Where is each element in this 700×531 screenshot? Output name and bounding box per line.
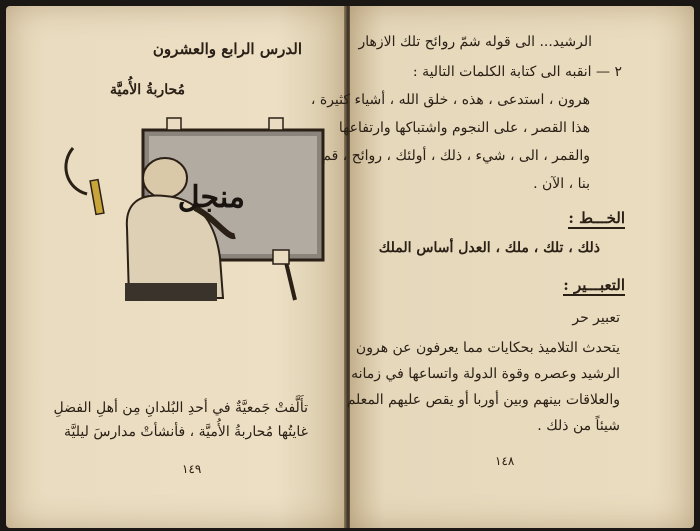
expression-sub: تعبير حر [572,310,620,326]
exercise-line: هرون ، استدعى ، هذه ، خلق الله ، أشياء كثيرة ، [310,92,590,108]
lesson-header: الدرس الرابع والعشرون [152,40,302,58]
body-line: غايتُها مُحاربةُ الأُميَّة ، فأنشأتْ مدارسَ ليليَّة [64,424,308,440]
blackboard-word: منجل [177,180,245,215]
exercise-line: هذا القصر ، على النجوم واشتباكها وارتفاعها [338,120,590,136]
body-line: تأَلَّفتْ جَمعيَّةٌ في أحدِ البُلدانِ مِن أهلِ الفضلِ [53,400,308,416]
expression-line: والعلاقات بينهم وبين أوربا أو يقص عليهم المعلم [346,392,620,408]
expression-line: الرشيد وعصره وقوة الدولة واتساعها في زمانه [351,366,620,382]
right-page [350,6,694,528]
exercise-line: بنا ، الآن . [533,176,590,192]
exercise-heading: ٢ — انقبه الى كتابة الكلمات التالية : [412,64,622,80]
top-line: الرشيد... الى قوله شمّ روائح تلك الازهار [358,34,592,50]
expression-line: يتحدث التلاميذ بحكايات مما يعرفون عن هرون [355,340,620,356]
exercise-line: والقمر ، الى ، شيء ، ذلك ، أولئك ، روائح ، قم [322,148,590,164]
lesson-title: مُحاربةُ الأُميَّة [110,82,185,98]
page-number: ١٤٨ [495,454,515,468]
expression-line: شيئاً من ذلك . [537,418,620,434]
handwriting-line: ذلك ، تلك ، ملك ، العدل أساس الملك [378,240,600,256]
page-number: ١٤٩ [182,462,202,476]
handwriting-heading: الخـــط : [568,209,625,227]
expression-heading: التعبـــير : [563,276,625,294]
